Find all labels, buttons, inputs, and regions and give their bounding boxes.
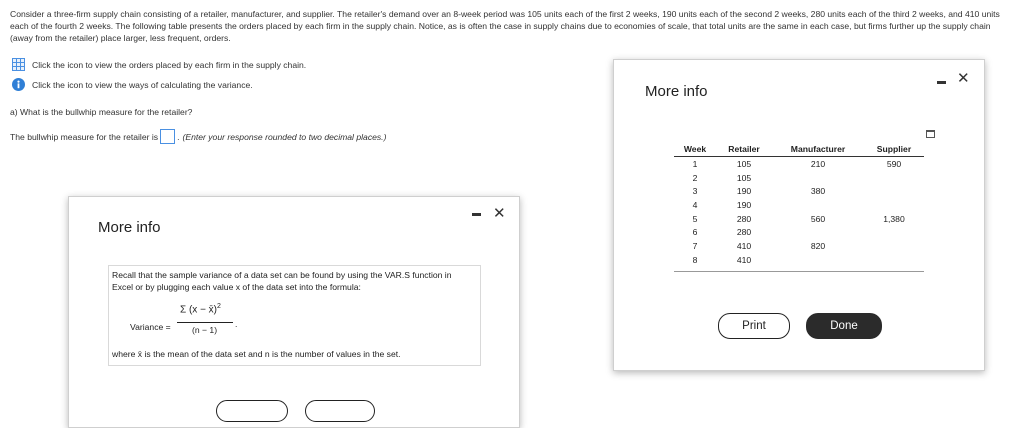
col-supplier: Supplier: [864, 142, 924, 157]
variance-dialog-title: More info: [98, 219, 161, 236]
cell: 3: [692, 186, 698, 197]
table-row: [674, 239, 924, 253]
table-bottom-rule: [674, 271, 924, 272]
done-button[interactable]: [305, 400, 375, 422]
orders-dialog: [613, 59, 985, 371]
cell: 1: [692, 158, 698, 169]
cell: 590: [886, 158, 902, 169]
table-row: [674, 184, 924, 198]
recall-text: Recall that the sample variance of a data set can be found by using the VAR.S function in Excel or by plugging each value x of the data set into the formula:: [112, 270, 452, 292]
orders-table: [674, 142, 924, 267]
cell: [864, 239, 924, 253]
cell: 8: [692, 254, 698, 265]
numerator-text: Σ (x − x̄): [180, 304, 218, 316]
cell: [864, 171, 924, 185]
cell: [772, 253, 864, 267]
expand-icon[interactable]: [926, 130, 935, 138]
orders-link[interactable]: [12, 58, 306, 71]
col-retailer: Retailer: [716, 142, 772, 157]
table-header-row: [674, 142, 924, 157]
answer-suffix: .: [177, 131, 180, 142]
cell: 380: [810, 186, 826, 197]
cell: 4: [692, 199, 698, 210]
cell: 820: [810, 240, 826, 251]
cell: [864, 198, 924, 212]
variance-link[interactable]: [12, 78, 253, 91]
answer-input[interactable]: [160, 129, 175, 144]
variance-denominator: (n − 1): [192, 325, 218, 335]
where-text: where x̄ is the mean of the data set and n is the number of values in the set.: [112, 349, 401, 359]
cell: [864, 184, 924, 198]
numerator-exponent: 2: [217, 303, 221, 310]
cell: 7: [692, 240, 698, 251]
fraction-bar: [177, 322, 233, 323]
problem-statement: Consider a three-firm supply chain consisting of a retailer, manufacturer, and supplier. The retailer's demand over an 8-week period was 105 units each of the first 2 weeks, 190 units each of the second 2 weeks, 280 units each of the third 2 weeks, and 410 units each of the fourth 2 weeks. The following table presents the orders placed by each firm in the supply chain. Notice, as is often the case in supply chains due to economies of scale, that total units are the same in each case, but firms further up the supply chain (away from the retailer) place larger, less frequent, orders.: [10, 9, 1000, 43]
cell: 280: [736, 227, 752, 238]
cell: 190: [736, 199, 752, 210]
minimize-icon[interactable]: [937, 81, 946, 84]
table-icon[interactable]: [12, 58, 25, 71]
cell: 410: [736, 254, 752, 265]
table-row: [674, 157, 924, 171]
cell: 190: [736, 186, 752, 197]
cell: [864, 253, 924, 267]
variance-label: Variance =: [130, 322, 171, 332]
formula-period: .: [235, 319, 238, 329]
cell: 410: [736, 240, 752, 251]
minimize-icon[interactable]: [472, 213, 481, 216]
variance-dialog: [68, 196, 520, 428]
variance-recall-box: [108, 265, 481, 366]
cell: 560: [810, 213, 826, 224]
col-week: Week: [674, 142, 716, 157]
answer-hint: (Enter your response rounded to two decimal places.): [182, 131, 387, 142]
cell: 210: [810, 158, 826, 169]
variance-numerator: [180, 303, 221, 315]
cell: [772, 225, 864, 239]
close-icon[interactable]: ✕: [957, 70, 970, 87]
col-manufacturer: Manufacturer: [772, 142, 864, 157]
cell: [772, 171, 864, 185]
table-row: [674, 171, 924, 185]
close-icon[interactable]: ✕: [493, 205, 506, 222]
cell: 105: [736, 172, 752, 183]
cell: [864, 225, 924, 239]
answer-row: [10, 129, 386, 144]
cell: 1,380: [883, 213, 905, 224]
cell: 6: [692, 227, 698, 238]
print-button[interactable]: [216, 400, 288, 422]
cell: 105: [736, 158, 752, 169]
table-row: [674, 212, 924, 226]
done-button[interactable]: Done: [806, 313, 882, 339]
cell: 280: [736, 213, 752, 224]
cell: 5: [692, 213, 698, 224]
variance-link-label: Click the icon to view the ways of calculating the variance.: [32, 79, 253, 90]
print-button[interactable]: Print: [718, 313, 790, 339]
orders-dialog-title: More info: [645, 83, 708, 100]
table-row: [674, 198, 924, 212]
answer-prefix: The bullwhip measure for the retailer is: [10, 131, 159, 142]
orders-link-label: Click the icon to view the orders placed by each firm in the supply chain.: [32, 59, 307, 70]
question-a: a) What is the bullwhip measure for the retailer?: [10, 107, 193, 117]
table-row: [674, 253, 924, 267]
table-row: [674, 225, 924, 239]
cell: 2: [692, 172, 698, 183]
info-icon[interactable]: [12, 78, 25, 91]
cell: [772, 198, 864, 212]
